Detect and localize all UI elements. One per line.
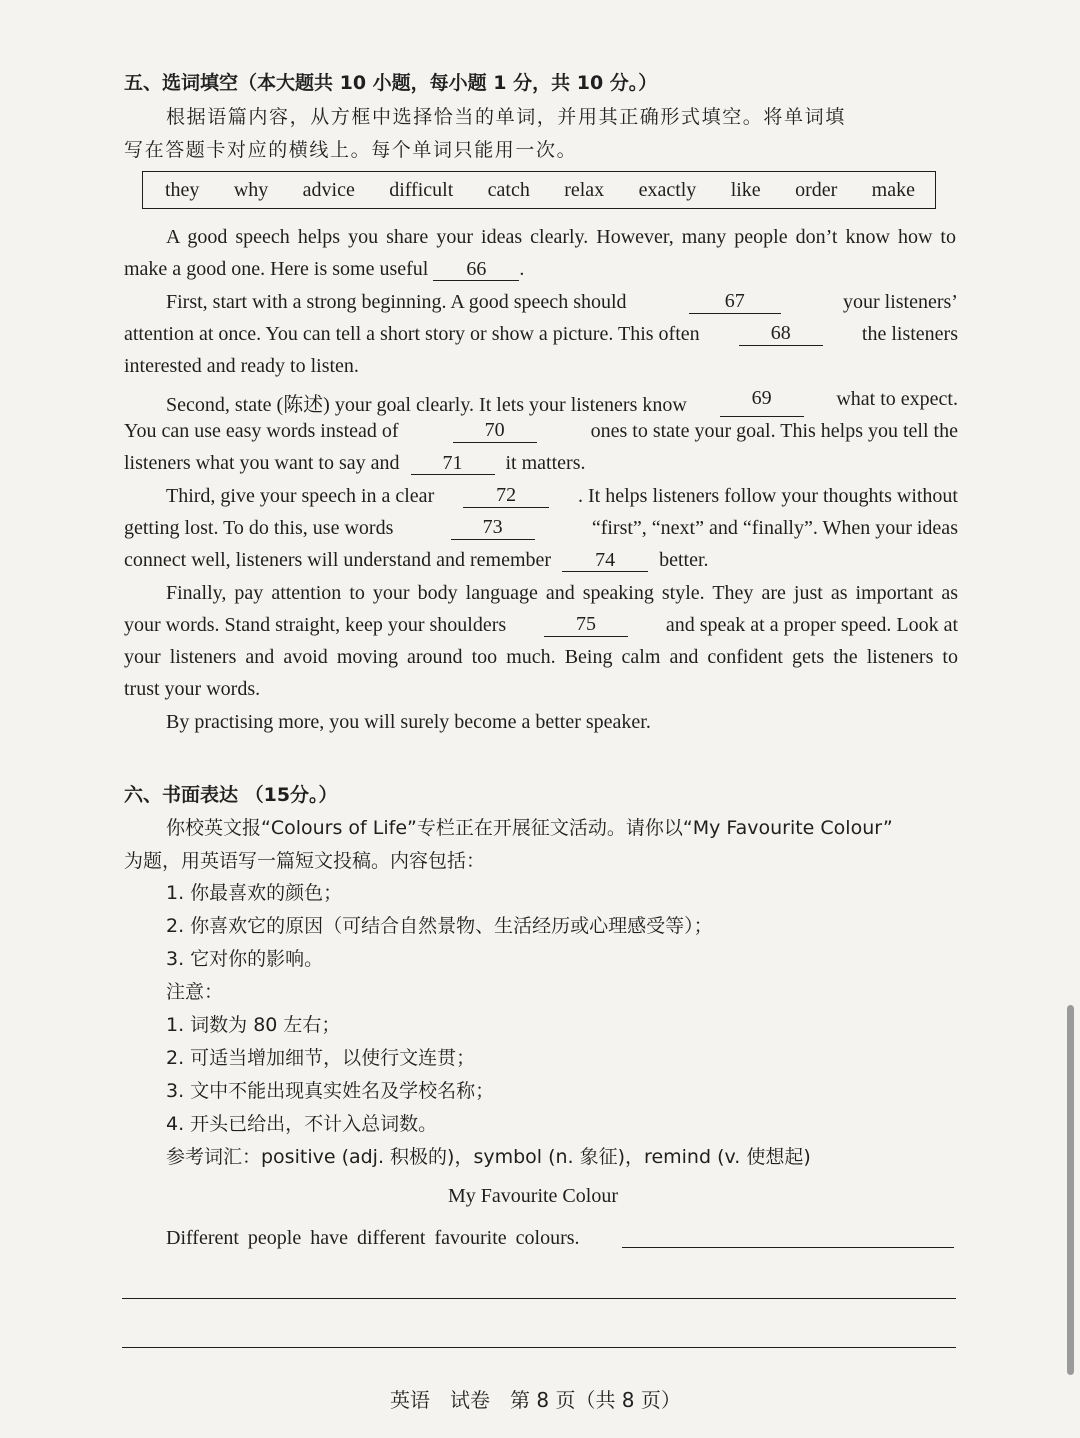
essay-opening: Different people have different favourite colours.	[166, 1227, 580, 1249]
blank-70[interactable]: 70	[453, 420, 537, 443]
passage-line	[124, 614, 958, 637]
passage-text: getting lost. To do this, use words	[124, 517, 394, 539]
passage-line	[166, 388, 958, 417]
word-bank-item: exactly	[638, 178, 697, 201]
passage-line	[124, 258, 524, 281]
passage-line	[124, 517, 958, 540]
word-bank-item: like	[730, 178, 761, 201]
word-bank-item: catch	[487, 178, 530, 201]
section5-instruction-1: 根据语篇内容，从方框中选择恰当的单词，并用其正确形式填空。将单词填	[166, 106, 846, 128]
section5-heading: 五、选词填空（本大题共 10 小题，每小题 1 分，共 10 分。）	[124, 72, 658, 94]
blank-69[interactable]: 69	[720, 388, 804, 417]
word-bank-item: relax	[564, 178, 605, 201]
blank-66[interactable]: 66	[433, 259, 519, 281]
word-bank-item: they	[165, 178, 200, 201]
passage-text: ones to state your goal. This helps you tell the	[590, 420, 958, 442]
passage-line: interested and ready to listen.	[124, 355, 359, 377]
word-bank-item: why	[233, 178, 269, 201]
content-item: 2. 你喜欢它的原因（可结合自然景物、生活经历或心理感受等）；	[166, 915, 713, 937]
content-item: 1. 你最喜欢的颜色；	[166, 882, 343, 904]
passage-line	[124, 420, 958, 443]
passage-text: You can use easy words instead of	[124, 420, 399, 442]
passage-text: connect well, listeners will understand and remember	[124, 549, 552, 571]
blank-67[interactable]: 67	[689, 291, 781, 314]
passage-line: trust your words.	[124, 678, 261, 700]
passage-text: better.	[659, 549, 709, 571]
passage-line	[124, 323, 958, 346]
section5-instruction-2: 写在答题卡对应的横线上。每个单词只能用一次。	[124, 139, 578, 161]
note-item: 4. 开头已给出，不计入总词数。	[166, 1113, 438, 1135]
word-bank-item: order	[795, 178, 838, 201]
page-footer: 英语 试卷 第 8 页（共 8 页）	[390, 1388, 681, 1412]
passage-text: what to expect.	[836, 388, 958, 410]
passage-text: “first”, “next” and “finally”. When your ideas	[591, 517, 958, 539]
passage-text: it matters.	[505, 452, 586, 474]
blank-75[interactable]: 75	[544, 614, 628, 637]
word-bank-item: difficult	[389, 178, 454, 201]
passage-text: Third, give your speech in a clear	[166, 485, 435, 507]
passage-text: Second, state (陈述) your goal clearly. It lets your listeners know	[166, 394, 687, 416]
blank-71[interactable]: 71	[411, 453, 495, 475]
passage-text: the listeners	[861, 323, 958, 345]
blank-73[interactable]: 73	[451, 517, 535, 540]
passage-line	[124, 452, 585, 475]
word-bank-item: make	[871, 178, 915, 201]
notes-label: 注意：	[166, 981, 224, 1003]
passage-text: attention at once. You can tell a short story or show a picture. This often	[124, 323, 700, 345]
passage-line: A good speech helps you share your ideas clearly. However, many people don’t know how to	[166, 226, 956, 248]
passage-text: .	[519, 258, 525, 280]
essay-title: My Favourite Colour	[448, 1185, 618, 1207]
passage-text: listeners what you want to say and	[124, 452, 400, 474]
word-bank-box	[142, 171, 936, 209]
vocab-hint: 参考词汇：positive (adj. 积极的)，symbol (n. 象征)，remind (v. 使想起)	[166, 1146, 811, 1168]
writing-line[interactable]	[622, 1247, 954, 1248]
section6-intro-1: 你校英文报“Colours of Life”专栏正在开展征文活动。请你以“My Favourite Colour”	[166, 817, 893, 839]
passage-line	[166, 291, 958, 314]
word-bank-item: advice	[302, 178, 355, 201]
passage-line: By practising more, you will surely become a better speaker.	[166, 711, 651, 733]
blank-74[interactable]: 74	[562, 550, 648, 572]
passage-text: your words. Stand straight, keep your shoulders	[124, 614, 507, 636]
passage-text: and speak at a proper speed. Look at	[665, 614, 958, 636]
note-item: 2. 可适当增加细节，以使行文连贯；	[166, 1047, 476, 1069]
section6-heading: 六、书面表达 （15分。）	[124, 784, 338, 806]
scrollbar[interactable]	[1067, 1005, 1074, 1375]
section6-intro-2: 为题，用英语写一篇短文投稿。内容包括：	[124, 850, 486, 872]
passage-text: First, start with a strong beginning. A good speech should	[166, 291, 627, 313]
passage-text: . It helps listeners follow your thoughts without	[578, 485, 958, 507]
passage-line: your listeners and avoid moving around too much. Being calm and confident gets the listeners to	[124, 646, 958, 668]
content-item: 3. 它对你的影响。	[166, 948, 324, 970]
writing-line[interactable]	[122, 1347, 956, 1348]
writing-line[interactable]	[122, 1298, 956, 1299]
blank-68[interactable]: 68	[739, 323, 823, 346]
note-item: 3. 文中不能出现真实姓名及学校名称；	[166, 1080, 495, 1102]
passage-text: your listeners’	[843, 291, 958, 313]
passage-text: make a good one. Here is some useful	[124, 258, 429, 280]
passage-line: Finally, pay attention to your body language and speaking style. They are just as important as	[166, 582, 958, 604]
passage-line	[124, 549, 709, 572]
blank-72[interactable]: 72	[463, 485, 549, 508]
note-item: 1. 词数为 80 左右；	[166, 1014, 341, 1036]
passage-line	[166, 485, 958, 508]
